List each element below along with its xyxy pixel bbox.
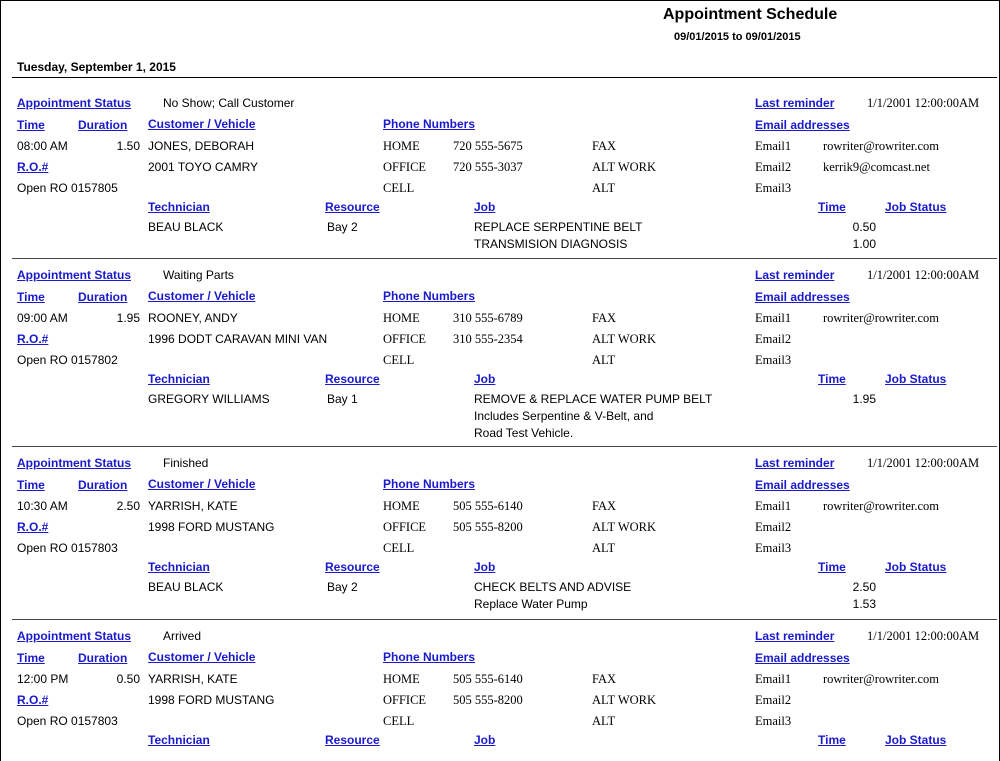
email1-value: rowriter@rowriter.com <box>823 311 939 325</box>
appointment-status-value: Waiting Parts <box>163 268 234 282</box>
home-phone-label: HOME <box>383 139 420 153</box>
ro-status: Open RO 0157803 <box>17 541 118 555</box>
technician-name: GREGORY WILLIAMS <box>148 392 270 406</box>
time-header-link[interactable]: Time <box>17 290 45 304</box>
customer-name: JONES, DEBORAH <box>148 139 255 153</box>
appointment-time: 10:30 AM <box>17 499 68 513</box>
time-header-link[interactable]: Time <box>17 478 45 492</box>
alt-work-label: ALT WORK <box>592 693 657 707</box>
job-description: Road Test Vehicle. <box>474 426 574 440</box>
ro-status: Open RO 0157802 <box>17 353 118 367</box>
ro-number-link[interactable]: R.O.# <box>17 160 49 174</box>
technician-header-link[interactable]: Technician <box>148 560 210 574</box>
job-time: 2.50 <box>852 580 876 594</box>
fax-label: FAX <box>592 139 617 153</box>
alt-phone-label: ALT <box>592 714 616 728</box>
appointment-duration: 1.50 <box>116 139 140 153</box>
office-phone-value: 720 555-3037 <box>453 160 523 174</box>
home-phone-value: 310 555-6789 <box>453 311 523 325</box>
ro-status: Open RO 0157803 <box>17 714 118 728</box>
customer-vehicle-header-link[interactable]: Customer / Vehicle <box>148 289 256 303</box>
vehicle-description: 2001 TOYO CAMRY <box>148 160 259 174</box>
duration-header-link[interactable]: Duration <box>78 478 128 492</box>
appointment-status-link[interactable]: Appointment Status <box>17 96 131 110</box>
email3-label: Email3 <box>755 541 792 555</box>
last-reminder-value: 1/1/2001 12:00:00AM <box>867 96 980 110</box>
appointment-status-link[interactable]: Appointment Status <box>17 456 131 470</box>
alt-phone-label: ALT <box>592 541 616 555</box>
job-status-header-link[interactable]: Job Status <box>885 560 947 574</box>
resource-value: Bay 2 <box>327 220 358 234</box>
phone-numbers-header-link[interactable]: Phone Numbers <box>383 477 476 491</box>
technician-name: BEAU BLACK <box>148 580 224 594</box>
office-phone-label: OFFICE <box>383 160 427 174</box>
ro-number-link[interactable]: R.O.# <box>17 520 49 534</box>
schedule-date: Tuesday, September 1, 2015 <box>17 60 176 74</box>
resource-header-link[interactable]: Resource <box>325 733 380 747</box>
technician-header-link[interactable]: Technician <box>148 733 210 747</box>
ro-number-link[interactable]: R.O.# <box>17 693 49 707</box>
alt-phone-label: ALT <box>592 353 616 367</box>
job-description: Includes Serpentine & V-Belt, and <box>474 409 654 423</box>
email1-value: rowriter@rowriter.com <box>823 499 939 513</box>
last-reminder-value: 1/1/2001 12:00:00AM <box>867 456 980 470</box>
job-description: CHECK BELTS AND ADVISE <box>474 580 632 594</box>
email1-value: rowriter@rowriter.com <box>823 672 939 686</box>
technician-header-link[interactable]: Technician <box>148 372 210 386</box>
alt-phone-label: ALT <box>592 181 616 195</box>
technician-header-link[interactable]: Technician <box>148 200 210 214</box>
fax-label: FAX <box>592 311 617 325</box>
job-header-link[interactable]: Job <box>474 733 496 747</box>
appointment-duration: 1.95 <box>116 311 140 325</box>
appointment-status-link[interactable]: Appointment Status <box>17 268 131 282</box>
email-addresses-header-link[interactable]: Email addresses <box>755 651 850 665</box>
customer-vehicle-header-link[interactable]: Customer / Vehicle <box>148 650 256 664</box>
appointment-duration: 2.50 <box>116 499 140 513</box>
job-time: 1.53 <box>852 597 876 611</box>
resource-header-link[interactable]: Resource <box>325 560 380 574</box>
email3-label: Email3 <box>755 714 792 728</box>
email3-label: Email3 <box>755 181 792 195</box>
ro-status: Open RO 0157805 <box>17 181 118 195</box>
customer-name: YARRISH, KATE <box>148 499 238 513</box>
email-addresses-header-link[interactable]: Email addresses <box>755 290 850 304</box>
duration-header-link[interactable]: Duration <box>78 651 128 665</box>
job-time: 1.95 <box>852 392 876 406</box>
job-header-link[interactable]: Job <box>474 560 496 574</box>
appointment-status-value: No Show; Call Customer <box>163 96 295 110</box>
email2-value: kerrik9@comcast.net <box>823 160 930 174</box>
cell-phone-label: CELL <box>383 714 415 728</box>
appointment-status-link[interactable]: Appointment Status <box>17 629 131 643</box>
job-time: 1.00 <box>852 237 876 251</box>
last-reminder-link[interactable]: Last reminder <box>755 456 835 470</box>
phone-numbers-header-link[interactable]: Phone Numbers <box>383 289 476 303</box>
customer-name: ROONEY, ANDY <box>148 311 238 325</box>
resource-value: Bay 2 <box>327 580 358 594</box>
customer-vehicle-header-link[interactable]: Customer / Vehicle <box>148 117 256 131</box>
cell-phone-label: CELL <box>383 353 415 367</box>
appointment-status-value: Finished <box>163 456 209 470</box>
record-separator <box>12 446 997 447</box>
email-addresses-header-link[interactable]: Email addresses <box>755 118 850 132</box>
home-phone-label: HOME <box>383 672 420 686</box>
phone-numbers-header-link[interactable]: Phone Numbers <box>383 117 476 131</box>
job-time-header-link[interactable]: Time <box>818 560 846 574</box>
job-description: Replace Water Pump <box>474 597 588 611</box>
last-reminder-value: 1/1/2001 12:00:00AM <box>867 268 980 282</box>
last-reminder-link[interactable]: Last reminder <box>755 629 835 643</box>
last-reminder-link[interactable]: Last reminder <box>755 96 835 110</box>
email2-label: Email2 <box>755 332 792 346</box>
alt-work-label: ALT WORK <box>592 332 657 346</box>
email-addresses-header-link[interactable]: Email addresses <box>755 478 850 492</box>
last-reminder-link[interactable]: Last reminder <box>755 268 835 282</box>
home-phone-value: 505 555-6140 <box>453 499 523 513</box>
job-description: REPLACE SERPENTINE BELT <box>474 220 643 234</box>
resource-value: Bay 1 <box>327 392 358 406</box>
duration-header-link[interactable]: Duration <box>78 290 128 304</box>
office-phone-label: OFFICE <box>383 520 427 534</box>
job-description: TRANSMISION DIAGNOSIS <box>474 237 628 251</box>
time-header-link[interactable]: Time <box>17 651 45 665</box>
customer-name: YARRISH, KATE <box>148 672 238 686</box>
time-header-link[interactable]: Time <box>17 118 45 132</box>
duration-header-link[interactable]: Duration <box>78 118 128 132</box>
home-phone-label: HOME <box>383 499 420 513</box>
cell-phone-label: CELL <box>383 181 415 195</box>
email2-label: Email2 <box>755 160 792 174</box>
customer-vehicle-header-link[interactable]: Customer / Vehicle <box>148 477 256 491</box>
job-status-header-link[interactable]: Job Status <box>885 372 947 386</box>
home-phone-value: 505 555-6140 <box>453 672 523 686</box>
report-title: Appointment Schedule <box>663 6 838 23</box>
last-reminder-value: 1/1/2001 12:00:00AM <box>867 629 980 643</box>
job-time-header-link[interactable]: Time <box>818 733 846 747</box>
fax-label: FAX <box>592 672 617 686</box>
email1-label: Email1 <box>755 672 792 686</box>
job-time-header-link[interactable]: Time <box>818 372 846 386</box>
email1-value: rowriter@rowriter.com <box>823 139 939 153</box>
office-phone-value: 505 555-8200 <box>453 520 523 534</box>
cell-phone-label: CELL <box>383 541 415 555</box>
job-status-header-link[interactable]: Job Status <box>885 733 947 747</box>
vehicle-description: 1998 FORD MUSTANG <box>148 693 275 707</box>
appointment-time: 08:00 AM <box>17 139 68 153</box>
alt-work-label: ALT WORK <box>592 160 657 174</box>
job-description: REMOVE & REPLACE WATER PUMP BELT <box>474 392 713 406</box>
email1-label: Email1 <box>755 311 792 325</box>
home-phone-label: HOME <box>383 311 420 325</box>
technician-name: BEAU BLACK <box>148 220 224 234</box>
appointment-time: 12:00 PM <box>17 672 69 686</box>
job-time-header-link[interactable]: Time <box>818 200 846 214</box>
job-header-link[interactable]: Job <box>474 200 496 214</box>
job-status-header-link[interactable]: Job Status <box>885 200 947 214</box>
email2-label: Email2 <box>755 693 792 707</box>
resource-header-link[interactable]: Resource <box>325 200 380 214</box>
resource-header-link[interactable]: Resource <box>325 372 380 386</box>
office-phone-label: OFFICE <box>383 332 427 346</box>
alt-work-label: ALT WORK <box>592 520 657 534</box>
job-header-link[interactable]: Job <box>474 372 496 386</box>
record-separator <box>12 619 997 620</box>
office-phone-value: 310 555-2354 <box>453 332 523 346</box>
date-range: 09/01/2015 to 09/01/2015 <box>674 31 801 43</box>
email3-label: Email3 <box>755 353 792 367</box>
appointment-status-value: Arrived <box>163 629 202 643</box>
email2-label: Email2 <box>755 520 792 534</box>
job-time: 0.50 <box>852 220 876 234</box>
header-rule <box>12 77 997 78</box>
record-separator <box>12 258 997 259</box>
vehicle-description: 1998 FORD MUSTANG <box>148 520 275 534</box>
vehicle-description: 1996 DODT CARAVAN MINI VAN <box>148 332 328 346</box>
phone-numbers-header-link[interactable]: Phone Numbers <box>383 650 476 664</box>
office-phone-value: 505 555-8200 <box>453 693 523 707</box>
ro-number-link[interactable]: R.O.# <box>17 332 49 346</box>
email1-label: Email1 <box>755 139 792 153</box>
email1-label: Email1 <box>755 499 792 513</box>
appointment-duration: 0.50 <box>116 672 140 686</box>
appointment-time: 09:00 AM <box>17 311 68 325</box>
home-phone-value: 720 555-5675 <box>453 139 523 153</box>
fax-label: FAX <box>592 499 617 513</box>
office-phone-label: OFFICE <box>383 693 427 707</box>
